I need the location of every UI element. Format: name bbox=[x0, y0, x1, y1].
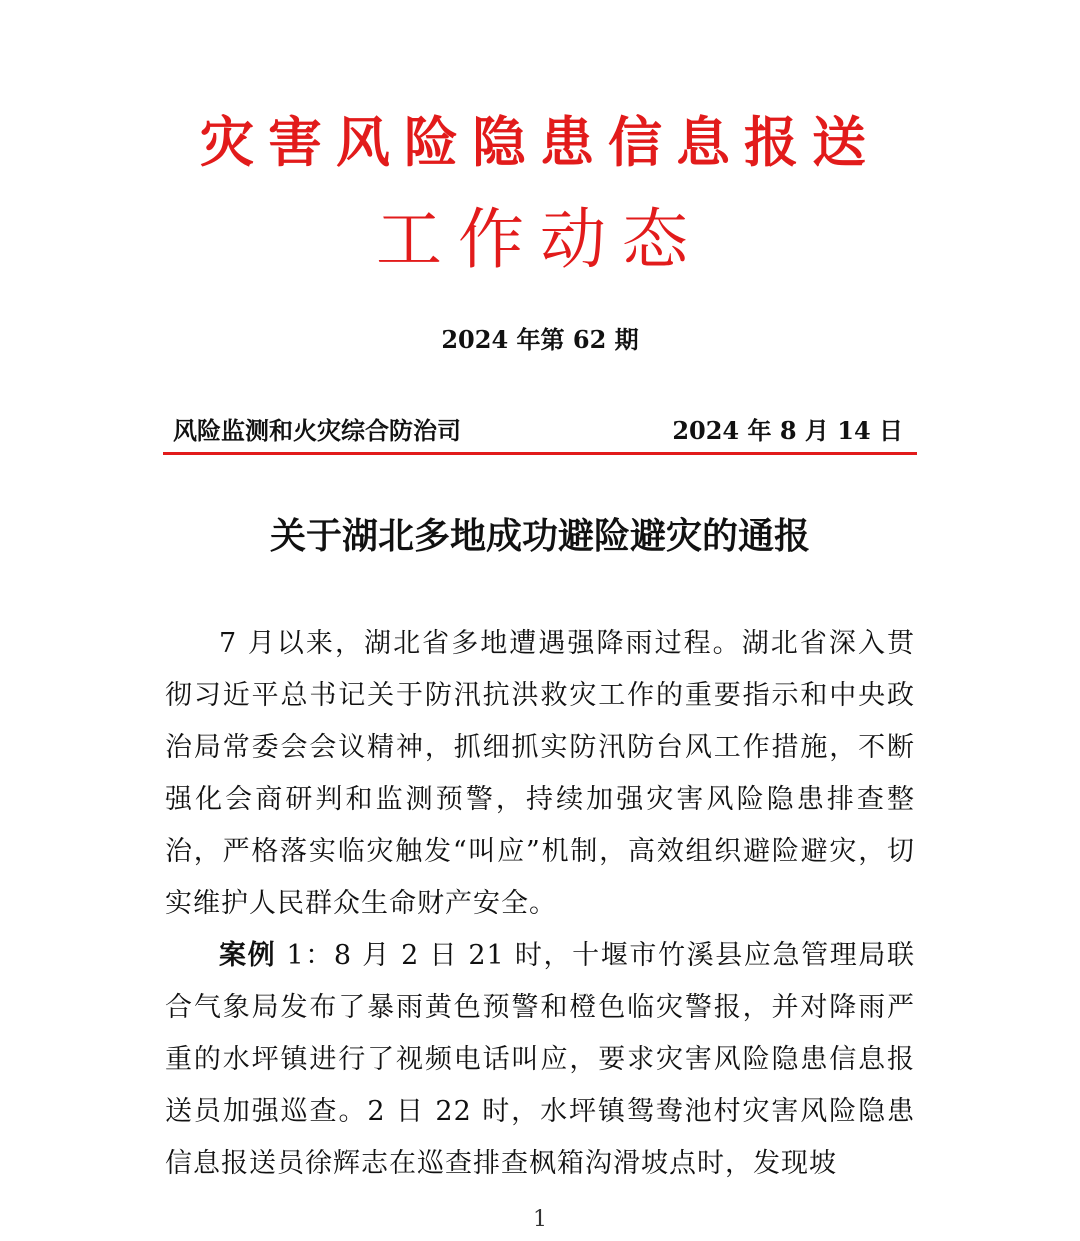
header-title-line2: 工作动态 bbox=[376, 201, 704, 278]
issue-date: 2024 年 8 月 14 日 bbox=[672, 416, 903, 445]
document-body bbox=[165, 618, 915, 1190]
case-label: 案例 bbox=[219, 940, 277, 971]
page-number: 1 bbox=[533, 1207, 547, 1232]
meta-row bbox=[165, 413, 915, 449]
issue-number: 2024 年第 62 期 bbox=[441, 325, 639, 354]
department-name: 风险监测和火灾综合防治司 bbox=[173, 416, 461, 445]
paragraph-case-1 bbox=[165, 930, 915, 1190]
document-title: 关于湖北多地成功避险避灾的通报 bbox=[269, 516, 810, 557]
case-1-text: 1：8 月 2 日 21 时，十堰市竹溪县应急管理局联合气象局发布了暴雨黄色预警和橙色临灾警报，并对降雨严重的水坪镇进行了视频电话叫应，要求灾害风险隐患信息报送员加强巡查。2 日 22 时，水坪镇鸳鸯池村灾害风险隐患信息报送员徐辉志在巡查排查枫箱沟滑坡点时，发现坡 bbox=[165, 940, 915, 1179]
header-title-line1: 灾害风险隐患信息报送 bbox=[200, 111, 880, 174]
paragraph-intro: 7 月以来，湖北省多地遭遇强降雨过程。湖北省深入贯彻习近平总书记关于防汛抗洪救灾工作的重要指示和中央政治局常委会会议精神，抓细抓实防汛防台风工作措施，不断强化会商研判和监测预警，持续加强灾害风险隐患排查整治，严格落实临灾触发“叫应”机制，高效组织避险避灾，切实维护人民群众生命财产安全。 bbox=[165, 628, 915, 919]
header-divider bbox=[163, 452, 917, 455]
